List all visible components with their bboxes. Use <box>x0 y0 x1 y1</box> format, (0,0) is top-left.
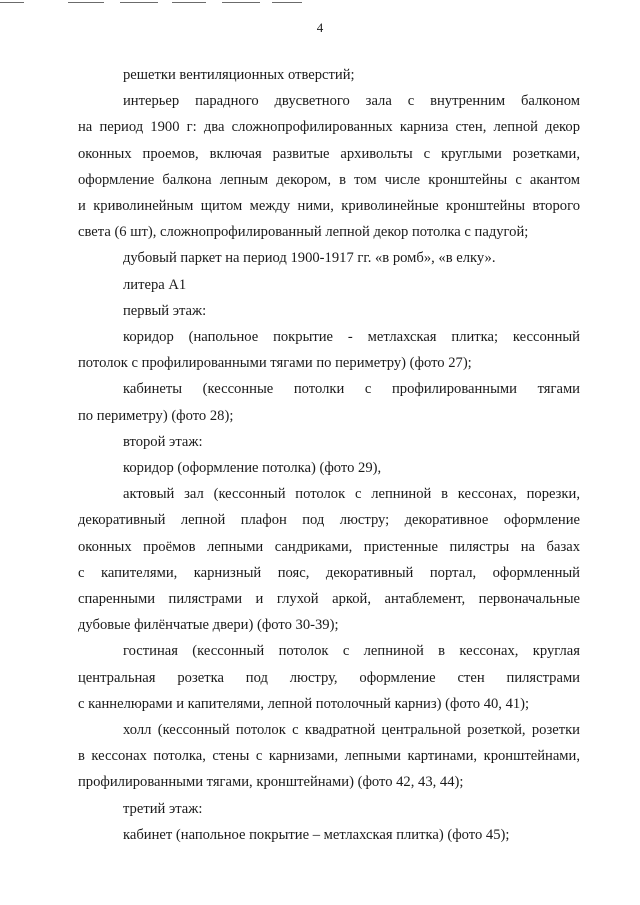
text-line: кабинет (напольное покрытие – метлахская плитка) (фото 45); <box>123 826 510 843</box>
text-line: дубовые филёнчатые двери) (фото 30-39); <box>78 617 339 634</box>
paragraph <box>78 245 580 271</box>
paragraph <box>78 376 580 428</box>
paragraph <box>78 796 580 822</box>
text-line: света (6 шт), сложнопрофилированный лепной декор потолка с падугой; <box>78 224 529 241</box>
paragraph <box>78 822 580 848</box>
paragraph <box>78 324 580 376</box>
paragraph <box>78 62 580 88</box>
text-line: потолок с профилированными тягами по периметру) (фото 27); <box>78 355 472 372</box>
text-line: с каннелюрами и капителями, лепной потолочный карниз) (фото 40, 41); <box>78 695 530 712</box>
paragraph <box>78 638 580 717</box>
page-number: 4 <box>316 20 324 35</box>
text-line: кабинеты (кессонные потолки с профилированными тягами <box>123 381 580 398</box>
text-line: коридор (оформление потолка) (фото 29), <box>123 460 382 477</box>
text-line: дубовый паркет на период 1900-1917 гг. «в ромб», «в елку». <box>123 250 496 267</box>
text-line: по периметру) (фото 28); <box>78 407 234 424</box>
text-line: декоративный лепной плафон под люстру; декоративное оформление <box>78 512 580 529</box>
scan-edge-marks <box>0 0 640 6</box>
text-line: оформление балкона лепным декором, в том числе кронштейны с акантом <box>78 171 580 188</box>
paragraph <box>78 455 580 481</box>
text-line: оконных проёмов лепными сандриками, пристенные пилястры на базах <box>78 538 580 555</box>
paragraph <box>78 717 580 796</box>
document-body <box>78 62 580 848</box>
text-line: интерьер парадного двусветного зала с внутренним балконом <box>123 93 580 110</box>
paragraph <box>78 481 580 638</box>
text-line: профилированными тягами, кронштейнами) (фото 42, 43, 44); <box>78 774 464 791</box>
text-line: коридор (напольное покрытие - метлахская плитка; кессонный <box>123 329 580 346</box>
text-line: с капителями, карнизный пояс, декоративный портал, оформленный <box>78 564 580 581</box>
paragraph <box>78 272 580 298</box>
text-line: на период 1900 г: два сложнопрофилированных карниза стен, лепной декор <box>78 119 580 136</box>
paragraph <box>78 298 580 324</box>
text-line: литера А1 <box>123 276 187 293</box>
text-line: гостиная (кессонный потолок с лепниной в кессонах, круглая <box>123 643 580 660</box>
paragraph <box>78 429 580 455</box>
text-line: спаренными пилястрами и глухой аркой, антаблемент, первоначальные <box>78 591 580 608</box>
text-line: холл (кессонный потолок с квадратной центральной розеткой, розетки <box>123 722 580 739</box>
text-line: решетки вентиляционных отверстий; <box>123 67 355 83</box>
text-line: оконных проемов, включая развитые архивольты с круглыми розетками, <box>78 145 580 162</box>
text-line: и криволинейным щитом между ними, криволинейные кронштейны второго <box>78 198 580 215</box>
text-line: центральная розетка под люстру, оформление стен пилястрами <box>78 669 580 686</box>
text-line: первый этаж: <box>123 302 207 319</box>
text-line: в кессонах потолка, стены с карнизами, лепными картинами, кронштейнами, <box>78 748 580 765</box>
text-line: второй этаж: <box>123 433 203 450</box>
text-line: актовый зал (кессонный потолок с лепниной в кессонах, порезки, <box>123 486 580 503</box>
text-line: третий этаж: <box>123 800 203 817</box>
paragraph <box>78 88 580 245</box>
